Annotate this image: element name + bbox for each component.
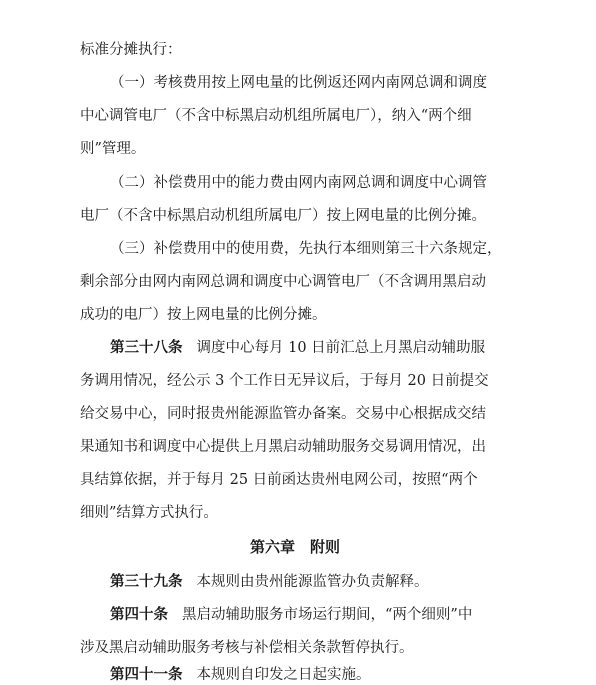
article-39-line	[110, 572, 429, 592]
clause-1-line-3: 则”管理。	[80, 141, 146, 157]
article-39-label: 第三十九条	[110, 573, 183, 590]
article-38-text: 调度中心每月 10 日前汇总上月黑启动辅助服	[196, 340, 486, 356]
article-38-line-6: 细则”结算方式执行。	[80, 505, 218, 521]
article-40-text: 黑启动辅助服务市场运行期间，“两个细则”中	[182, 607, 473, 623]
text-line: 标准分摊执行：	[80, 42, 182, 58]
article-38-line-3: 给交易中心，同时报贵州能源监管办备案。交易中心根据成交结	[80, 406, 486, 422]
article-38-line-4: 果通知书和调度中心提供上月黑启动辅助服务交易调用情况，出	[80, 439, 486, 455]
article-41-line	[110, 665, 371, 685]
article-40-label: 第四十条	[110, 606, 168, 623]
clause-1-line-2: 中心调管电厂（不含中标黑启动机组所属电厂），纳入“两个细	[80, 108, 472, 124]
clause-2-line-1: （二）补偿费用中的能力费由网内南网总调和调度中心调管	[110, 175, 487, 191]
clause-2-line-2: 电厂（不含中标黑启动机组所属电厂）按上网电量的比例分摊。	[80, 208, 486, 224]
article-41-label: 第四十一条	[110, 666, 183, 683]
clause-3-line-3: 成功的电厂）按上网电量的比例分摊。	[80, 307, 327, 323]
article-38-line-1	[110, 338, 485, 358]
clause-3-line-2: 剩余部分由网内南网总调和调度中心调管电厂（不含调用黑启动	[80, 274, 486, 290]
article-41-text: 本规则自印发之日起实施。	[196, 667, 371, 683]
chapter-heading: 第六章 附则	[250, 538, 341, 556]
article-40-line-2: 涉及黑启动辅助服务考核与补偿相关条款暂停执行。	[80, 640, 414, 656]
article-39-text: 本规则由贵州能源监管办负责解释。	[196, 574, 429, 590]
article-38-label: 第三十八条	[110, 339, 183, 356]
article-38-line-5: 具结算依据，并于每月 25 日前函达贵州电网公司，按照“两个	[80, 472, 478, 488]
clause-1-line-1: （一）考核费用按上网电量的比例返还网内南网总调和调度	[110, 75, 487, 91]
article-40-line-1	[110, 605, 472, 625]
clause-3-line-1: （三）补偿费用中的使用费，先执行本细则第三十六条规定，	[110, 241, 502, 257]
article-38-line-2: 务调用情况，经公示 3 个工作日无异议后，于每月 20 日前提交	[80, 373, 489, 389]
